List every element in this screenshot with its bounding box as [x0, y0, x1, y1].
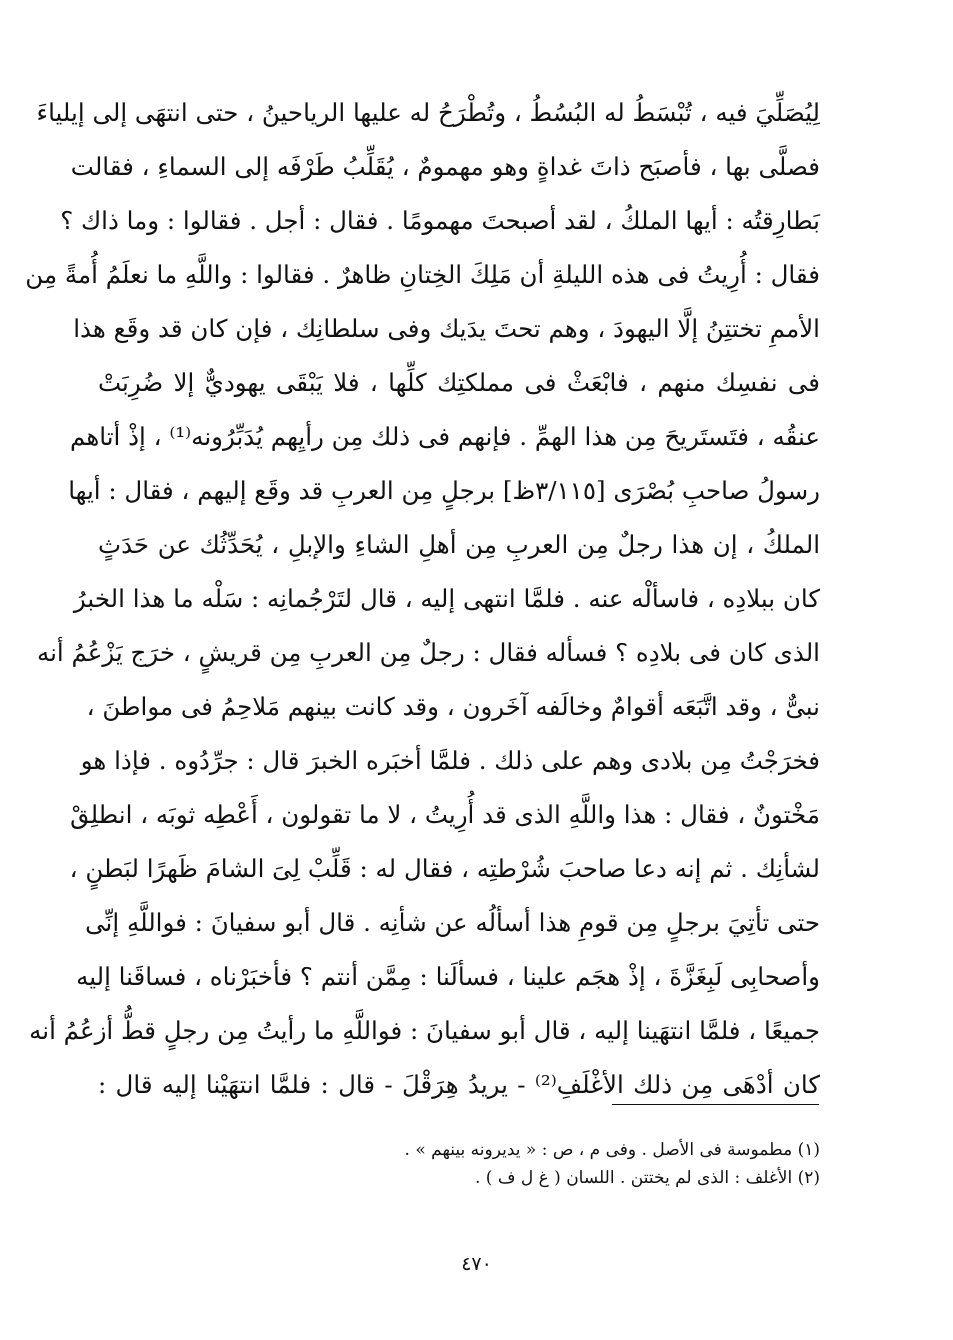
text-line: حتى تأتِيَ برجلٍ مِن قومِ هذا أسألُه عن شأنِه . قال أبو سفيانَ : فواللَّهِ إنِّى — [85, 908, 820, 937]
text-line: عنقُه ، فتَستَريحَ مِن هذا الهمِّ . فإنهم فى ذلك مِن رأيِهم يُدَبِّرُونه⁽¹⁾ ، إذْ أتاهم — [70, 422, 820, 451]
text-line: رسولُ صاحبِ بُصْرَى [٣/١١٥ظ] برجلٍ مِن العربِ قد وقَع إليهم ، فقال : أيها — [68, 476, 820, 505]
text-line: وأصحابِى لَبِغَزَّةَ ، إذْ هجَم علينا ، فسألَنا : مِمَّن أنتم ؟ فأخبَرْناه ، فساقَنا إليه — [76, 962, 820, 991]
main-text — [25, 86, 820, 1112]
text-line: فقال : أُرِيتُ فى هذه الليلةِ أن مَلِكَ الخِتانِ ظاهرٌ . فقالوا : واللَّهِ ما نعلَمُ أُمةً مِن — [25, 260, 820, 289]
text-line: فصلَّى بها ، فأصبَح ذاتَ غداةٍ وهو مهمومٌ ، يُقَلِّبُ طَرْفَه إلى السماءِ ، فقالت — [70, 152, 820, 181]
text-line: كان أدْهَى مِن ذلك الأغْلَفِ⁽²⁾ - يريدُ هِرَقْلَ - قال : فلمَّا انتهَيْنا إليه قال : — [98, 1070, 820, 1099]
text-line: لشأنِك . ثم إنه دعا صاحبَ شُرْطتِه ، فقال له : قَلِّبْ لِىَ الشامَ ظَهرًا لبَطنٍ ، — [69, 854, 820, 883]
page-number: ٤٧٠ — [461, 1253, 492, 1275]
text-line: بَطارِقتُه : أيها الملكُ ، لقد أصبحتَ مهمومًا . فقال : أجل . فقالوا : وما ذاك ؟ — [60, 206, 820, 235]
footnote-1: (١) مطموسة فى الأصل . وفى م ، ص : « يديرونه بينهم » . — [404, 1140, 820, 1160]
text-line: نبىٌّ ، وقد اتَّبَعَه أقوامٌ وخالَفه آخَرون ، وقد كانت بينهم مَلاحِمُ فى مواطنَ ، — [86, 692, 820, 721]
footnote-2: (٢) الأغلف : الذى لم يختتن . اللسان ( غ ل ف ) . — [474, 1168, 820, 1188]
text-line: الأممِ تختتِنُ إلَّا اليهودَ ، وهم تحتَ يدَيك وفى سلطانِك ، فإن كان قد وقَع هذا — [73, 314, 820, 343]
text-line: فى نفسِك منهم ، فابْعَثْ فى مملكتِك كلِّها ، فلا يَبْقَى يهوديٌّ إلا ضُرِبَتْ — [98, 368, 820, 397]
footnotes — [300, 1136, 820, 1192]
text-line: الملكُ ، إن هذا رجلٌ مِن العربِ مِن أهلِ الشاءِ والإبلِ ، يُحَدِّثُك عن حَدَثٍ — [98, 530, 820, 559]
text-line: لِيُصَلِّيَ فيه ، تُبْسَطُ له البُسُطُ ، وتُطْرَحُ له عليها الرياحينُ ، حتى انتهَى إلى إيلياءَ — [36, 98, 820, 127]
text-line: الذى كان فى بلادِه ؟ فسأله فقال : رجلٌ مِن العربِ مِن قريشٍ ، خرَج يَزْعُمُ أنه — [36, 638, 820, 667]
text-line: كان ببلادِه ، فاسألْه عنه . فلمَّا انتهى إليه ، قال لتَرْجُمانِه : سَلْه ما هذا الخبرُ — [73, 584, 820, 613]
text-line: مَخْتونٌ ، فقال : هذا واللَّهِ الذى قد أُرِيتُ ، لا ما تقولون ، أَعْطِه ثوبَه ، انطلِقْ — [70, 800, 820, 829]
text-line: فخرَجْتُ مِن بلادى وهم على ذلك . فلمَّا أخبَره الخبرَ قال : جرِّدُوه . فإذا هو — [80, 746, 820, 775]
text-line: جميعًا ، فلمَّا انتهَينا إليه ، قال أبو سفيانَ : فواللَّهِ ما رأيتُ مِن رجلٍ قطُّ أزعُمُ أنه — [29, 1016, 820, 1045]
footnote-separator — [612, 1104, 819, 1105]
